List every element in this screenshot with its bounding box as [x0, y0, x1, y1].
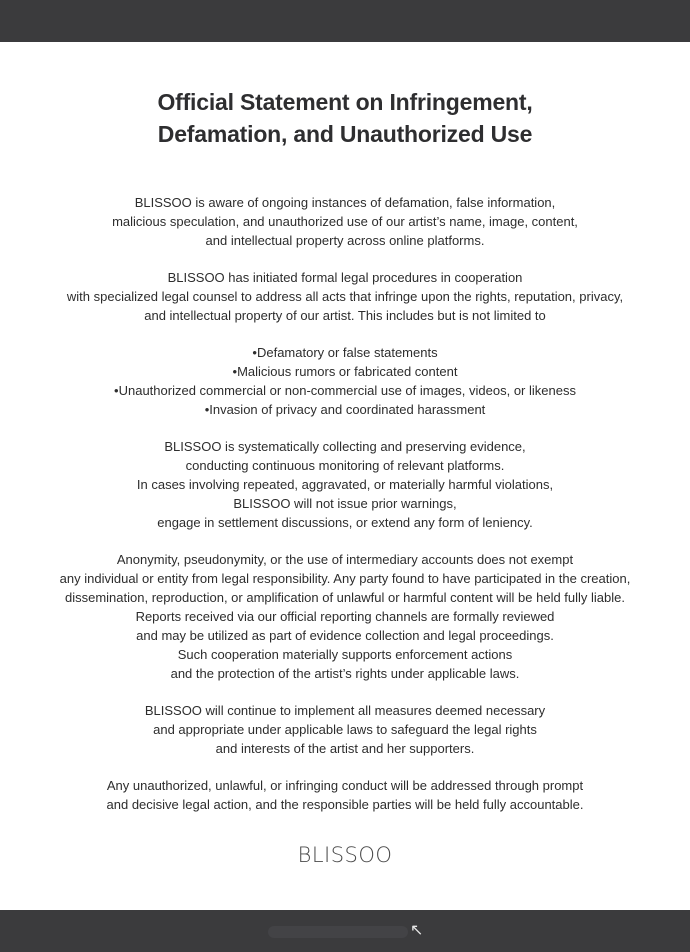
paragraph-evidence [0, 437, 690, 532]
top-bar [0, 0, 690, 42]
list-item: •Unauthorized commercial or non-commercial use of images, videos, or likeness [114, 383, 576, 398]
paragraph-legal-procedures [0, 268, 690, 325]
paragraph-line: and intellectual property across online platforms. [205, 233, 485, 248]
paragraph-line: Any unauthorized, unlawful, or infringing conduct will be addressed through prompt [106, 778, 584, 793]
blurred-caption [268, 926, 408, 938]
paragraph-anonymity [0, 550, 690, 683]
list-item: •Malicious rumors or fabricated content [232, 364, 458, 379]
paragraph-line: and may be utilized as part of evidence collection and legal proceedings. [136, 628, 554, 643]
paragraph-line: Such cooperation materially supports enforcement actions [177, 647, 513, 662]
paragraph-line: conducting continuous monitoring of relevant platforms. [185, 458, 505, 473]
list-item: •Invasion of privacy and coordinated harassment [204, 402, 486, 417]
paragraph-line: BLISSOO will not issue prior warnings, [233, 496, 457, 511]
statement-document [0, 86, 690, 832]
paragraph-closing [0, 776, 690, 814]
paragraph-line: and appropriate under applicable laws to safeguard the legal rights [153, 722, 537, 737]
statement-title [0, 86, 690, 150]
paragraph-line: engage in settlement discussions, or extend any form of leniency. [157, 515, 533, 530]
paragraph-line: BLISSOO has initiated formal legal procedures in cooperation [167, 270, 523, 285]
paragraph-line: and interests of the artist and her supporters. [215, 741, 475, 756]
paragraph-awareness [0, 193, 690, 250]
paragraph-line: In cases involving repeated, aggravated, or materially harmful violations, [136, 477, 554, 492]
pointer-cursor-icon: ↖ [410, 920, 424, 939]
paragraph-line: with specialized legal counsel to address all acts that infringe upon the rights, reputation, privacy, [66, 289, 624, 304]
statement-body [0, 193, 690, 814]
title-line-2: Defamation, and Unauthorized Use [157, 121, 533, 147]
bottom-bar [0, 910, 690, 952]
paragraph-line: BLISSOO is aware of ongoing instances of defamation, false information, [134, 195, 556, 210]
paragraph-line: BLISSOO will continue to implement all measures deemed necessary [144, 703, 546, 718]
paragraph-line: Anonymity, pseudonymity, or the use of intermediary accounts does not exempt [116, 552, 574, 567]
paragraph-line: BLISSOO is systematically collecting and preserving evidence, [164, 439, 526, 454]
paragraph-measures [0, 701, 690, 758]
paragraph-line: and intellectual property of our artist. This includes but is not limited to [144, 308, 546, 323]
paragraph-line: any individual or entity from legal responsibility. Any party found to have participated in the creation, [59, 571, 631, 586]
blissoo-logo: BLISSOO [297, 843, 393, 867]
title-line-1: Official Statement on Infringement, [157, 89, 533, 115]
paragraph-line: and decisive legal action, and the responsible parties will be held fully accountable. [106, 797, 584, 812]
paragraph-line: and the protection of the artist’s rights under applicable laws. [170, 666, 520, 681]
paragraph-line: Reports received via our official reporting channels are formally reviewed [135, 609, 555, 624]
paragraph-line: malicious speculation, and unauthorized use of our artist’s name, image, content, [112, 214, 578, 229]
infringement-list [0, 343, 690, 419]
paragraph-line: dissemination, reproduction, or amplification of unlawful or harmful content will be held fully liable. [64, 590, 625, 605]
list-item: •Defamatory or false statements [252, 345, 438, 360]
